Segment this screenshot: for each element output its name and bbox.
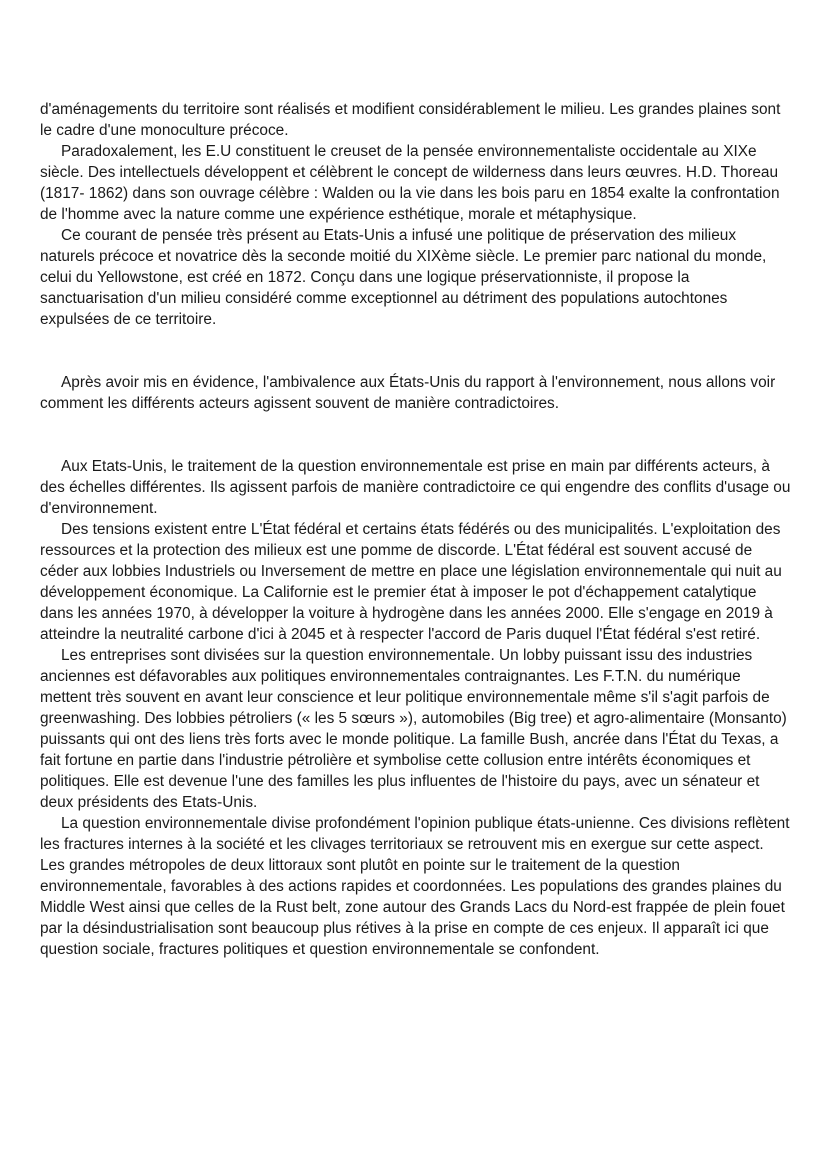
paragraph-yellowstone: Ce courant de pensée très présent au Etats-Unis a infusé une politique de préservation des milieux naturels précoce et novatrice dès la seconde moitié du XIXème siècle. Le premier parc national du monde, celui du Yellowstone, est créé en 1872. Conçu dans une logique préservationniste, il propose la sanctuarisation d'un milieu considéré comme exceptionnel au détriment des populations autochtones expulsées de ce territoire.	[40, 227, 767, 328]
paragraph-federal-tensions: Des tensions existent entre L'État fédéral et certains états fédérés ou des municipalités. L'exploitation des ressources et la protection des milieux est une pomme de discorde. L'État fédéral est souvent accusé de céder aux lobbies Industriels ou Inversement de mettre en place une législation environnementale qui nuit au développement économique. La Californie est le premier état à imposer le pot d'échappement catalytique dans les années 1970, à développer la voiture à hydrogène dans les années 2000. Elle s'engage en 2019 à atteindre la neutralité carbone d'ici à 2045 et à respecter l'accord de Paris duquel l'État fédéral s'est retiré.	[40, 521, 782, 643]
section-spacer	[40, 330, 792, 372]
document-page	[40, 99, 792, 960]
paragraph-actors-intro: Aux Etats-Unis, le traitement de la question environnementale est prise en main par différents acteurs, à des échelles différentes. Ils agissent parfois de manière contradictoire ce qui engendre des conflits d'usage ou d'environnement.	[40, 458, 791, 517]
paragraph-thoreau: Paradoxalement, les E.U constituent le creuset de la pensée environnementaliste occidentale au XIXe siècle. Des intellectuels développent et célèbrent le concept de wilderness dans leurs œuvres. H.D. Thoreau (1817- 1862) dans son ouvrage célèbre : Walden ou la vie dans les bois paru en 1854 exalte la confrontation de l'homme avec la nature comme une expérience esthétique, morale et métaphysique.	[40, 143, 780, 223]
section-spacer	[40, 414, 792, 456]
paragraph-continuation: d'aménagements du territoire sont réalisés et modifient considérablement le milieu. Les grandes plaines sont le cadre d'une monoculture précoce.	[40, 101, 781, 139]
paragraph-companies: Les entreprises sont divisées sur la question environnementale. Un lobby puissant issu des industries anciennes est défavorables aux politiques environnementales contraignantes. Les F.T.N. du numérique mettent très souvent en avant leur conscience et leur politique environnementale même s'il s'agit parfois de greenwashing. Des lobbies pétroliers (« les 5 sœurs »), automobiles (Big tree) et agro-alimentaire (Monsanto) puissants qui ont des liens très forts avec le monde politique. La famille Bush, ancrée dans l'État du Texas, a fait fortune en partie dans l'industrie pétrolière et symbolise cette collusion entre intérêts économiques et politiques. Elle est devenue l'une des familles les plus influentes de l'histoire du pays, avec un sénateur et deux présidents des Etats-Unis.	[40, 647, 787, 811]
paragraph-public-opinion: La question environnementale divise profondément l'opinion publique états-unienne. Ces divisions reflètent les fractures internes à la société et les clivages territoriaux se retrouvent mis en exergue sur cette aspect. Les grandes métropoles de deux littoraux sont plutôt en pointe sur le traitement de la question environnementale, favorables à des actions rapides et coordonnées. Les populations des grandes plaines du Middle West ainsi que celles de la Rust belt, zone autour des Grands Lacs du Nord-est frappée de plein fouet par la désindustrialisation sont beaucoup plus rétives à la prise en compte de ces enjeux. Il apparaît ici que question sociale, fractures politiques et question environnementale se confondent.	[40, 815, 790, 958]
paragraph-transition: Après avoir mis en évidence, l'ambivalence aux États-Unis du rapport à l'environnement, nous allons voir comment les différents acteurs agissent souvent de manière contradictoires.	[40, 374, 776, 412]
